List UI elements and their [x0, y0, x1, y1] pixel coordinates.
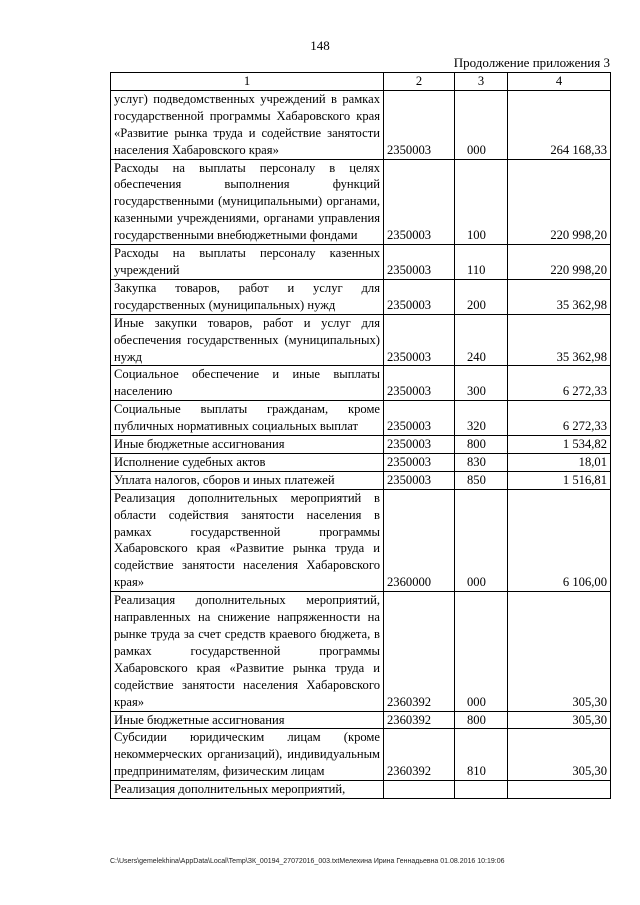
row-description: Реализация дополнительных мероприятий в области содействия занятости населения в рамках государственной программы Хабаровского края «Развитие рынка труда и содействие занятости населения Хабаровского края»: [111, 489, 384, 591]
row-description: Социальное обеспечение и иные выплаты населению: [111, 366, 384, 401]
row-amount: 18,01: [508, 453, 611, 471]
table-row: [111, 711, 611, 729]
row-expense-type: 000: [455, 90, 508, 159]
table-row: [111, 245, 611, 280]
row-amount: 264 168,33: [508, 90, 611, 159]
row-expense-type: 320: [455, 401, 508, 436]
table-header-row: [111, 73, 611, 91]
table-row: [111, 90, 611, 159]
row-target-code: 2350003: [384, 436, 455, 454]
continuation-label: Продолжение приложения 3: [453, 55, 610, 70]
row-amount: [508, 781, 611, 799]
file-path-footer: C:\Users\gemelekhina\AppData\Local\Temp\ЗК_00194_27072016_003.txtМелехина Ирина Геннадьевна 01.08.2016 10:19:06: [110, 858, 505, 865]
row-amount: 6 272,33: [508, 366, 611, 401]
row-target-code: [384, 781, 455, 799]
row-expense-type: 200: [455, 279, 508, 314]
row-amount: 1 534,82: [508, 436, 611, 454]
row-description: Закупка товаров, работ и услуг для государственных (муниципальных) нужд: [111, 279, 384, 314]
row-expense-type: 830: [455, 453, 508, 471]
row-target-code: 2350003: [384, 401, 455, 436]
row-target-code: 2350003: [384, 453, 455, 471]
row-amount: 6 272,33: [508, 401, 611, 436]
table-row: [111, 489, 611, 591]
row-expense-type: 300: [455, 366, 508, 401]
row-expense-type: 240: [455, 314, 508, 366]
row-description: Расходы на выплаты персоналу казенных учреждений: [111, 245, 384, 280]
column-header: 4: [508, 73, 611, 91]
table-row: [111, 366, 611, 401]
row-amount: 35 362,98: [508, 314, 611, 366]
table-row: [111, 436, 611, 454]
table-row: [111, 314, 611, 366]
row-target-code: 2360392: [384, 729, 455, 781]
table-row: [111, 453, 611, 471]
row-target-code: 2350003: [384, 314, 455, 366]
table-row: [111, 781, 611, 799]
budget-table: [110, 72, 611, 799]
page-number: 148: [310, 38, 330, 53]
row-amount: 220 998,20: [508, 159, 611, 245]
row-amount: 305,30: [508, 592, 611, 711]
row-expense-type: 850: [455, 471, 508, 489]
row-expense-type: 800: [455, 436, 508, 454]
row-expense-type: 100: [455, 159, 508, 245]
row-target-code: 2350003: [384, 279, 455, 314]
column-header: 1: [111, 73, 384, 91]
row-target-code: 2360000: [384, 489, 455, 591]
row-expense-type: 000: [455, 489, 508, 591]
row-expense-type: 110: [455, 245, 508, 280]
row-target-code: 2360392: [384, 592, 455, 711]
row-description: Иные бюджетные ассигнования: [111, 436, 384, 454]
row-expense-type: 000: [455, 592, 508, 711]
column-header: 2: [384, 73, 455, 91]
row-expense-type: 800: [455, 711, 508, 729]
row-amount: 220 998,20: [508, 245, 611, 280]
row-description: Реализация дополнительных мероприятий, направленных на снижение напряженности на рынке труда за счет средств краевого бюджета, в рамках государственной программы Хабаровского края «Развитие рынка труда и содействие занятости населения Хабаровского края»: [111, 592, 384, 711]
row-description: Социальные выплаты гражданам, кроме публичных нормативных социальных выплат: [111, 401, 384, 436]
row-target-code: 2360392: [384, 711, 455, 729]
row-target-code: 2350003: [384, 159, 455, 245]
row-amount: 1 516,81: [508, 471, 611, 489]
row-expense-type: 810: [455, 729, 508, 781]
table-row: [111, 159, 611, 245]
column-header: 3: [455, 73, 508, 91]
table-row: [111, 279, 611, 314]
row-description: Иные закупки товаров, работ и услуг для обеспечения государственных (муниципальных) нужд: [111, 314, 384, 366]
row-amount: 6 106,00: [508, 489, 611, 591]
row-amount: 305,30: [508, 711, 611, 729]
row-target-code: 2350003: [384, 366, 455, 401]
row-description: Реализация дополнительных мероприятий,: [111, 781, 384, 799]
row-expense-type: [455, 781, 508, 799]
row-target-code: 2350003: [384, 471, 455, 489]
table-row: [111, 729, 611, 781]
row-description: Исполнение судебных актов: [111, 453, 384, 471]
row-description: Расходы на выплаты персоналу в целях обеспечения выполнения функций государственными (муниципальными) органами, казенными учреждениями, органами управления государственными внебюджетными фондами: [111, 159, 384, 245]
row-amount: 305,30: [508, 729, 611, 781]
row-description: Субсидии юридическим лицам (кроме некоммерческих организаций), индивидуальным предпринимателям, физическим лицам: [111, 729, 384, 781]
table-row: [111, 401, 611, 436]
row-amount: 35 362,98: [508, 279, 611, 314]
row-description: услуг) подведомственных учреждений в рамках государственной программы Хабаровского края «Развитие рынка труда и содействие занятости населения Хабаровского края»: [111, 90, 384, 159]
row-description: Иные бюджетные ассигнования: [111, 711, 384, 729]
row-target-code: 2350003: [384, 90, 455, 159]
table-row: [111, 592, 611, 711]
row-description: Уплата налогов, сборов и иных платежей: [111, 471, 384, 489]
row-target-code: 2350003: [384, 245, 455, 280]
table-row: [111, 471, 611, 489]
